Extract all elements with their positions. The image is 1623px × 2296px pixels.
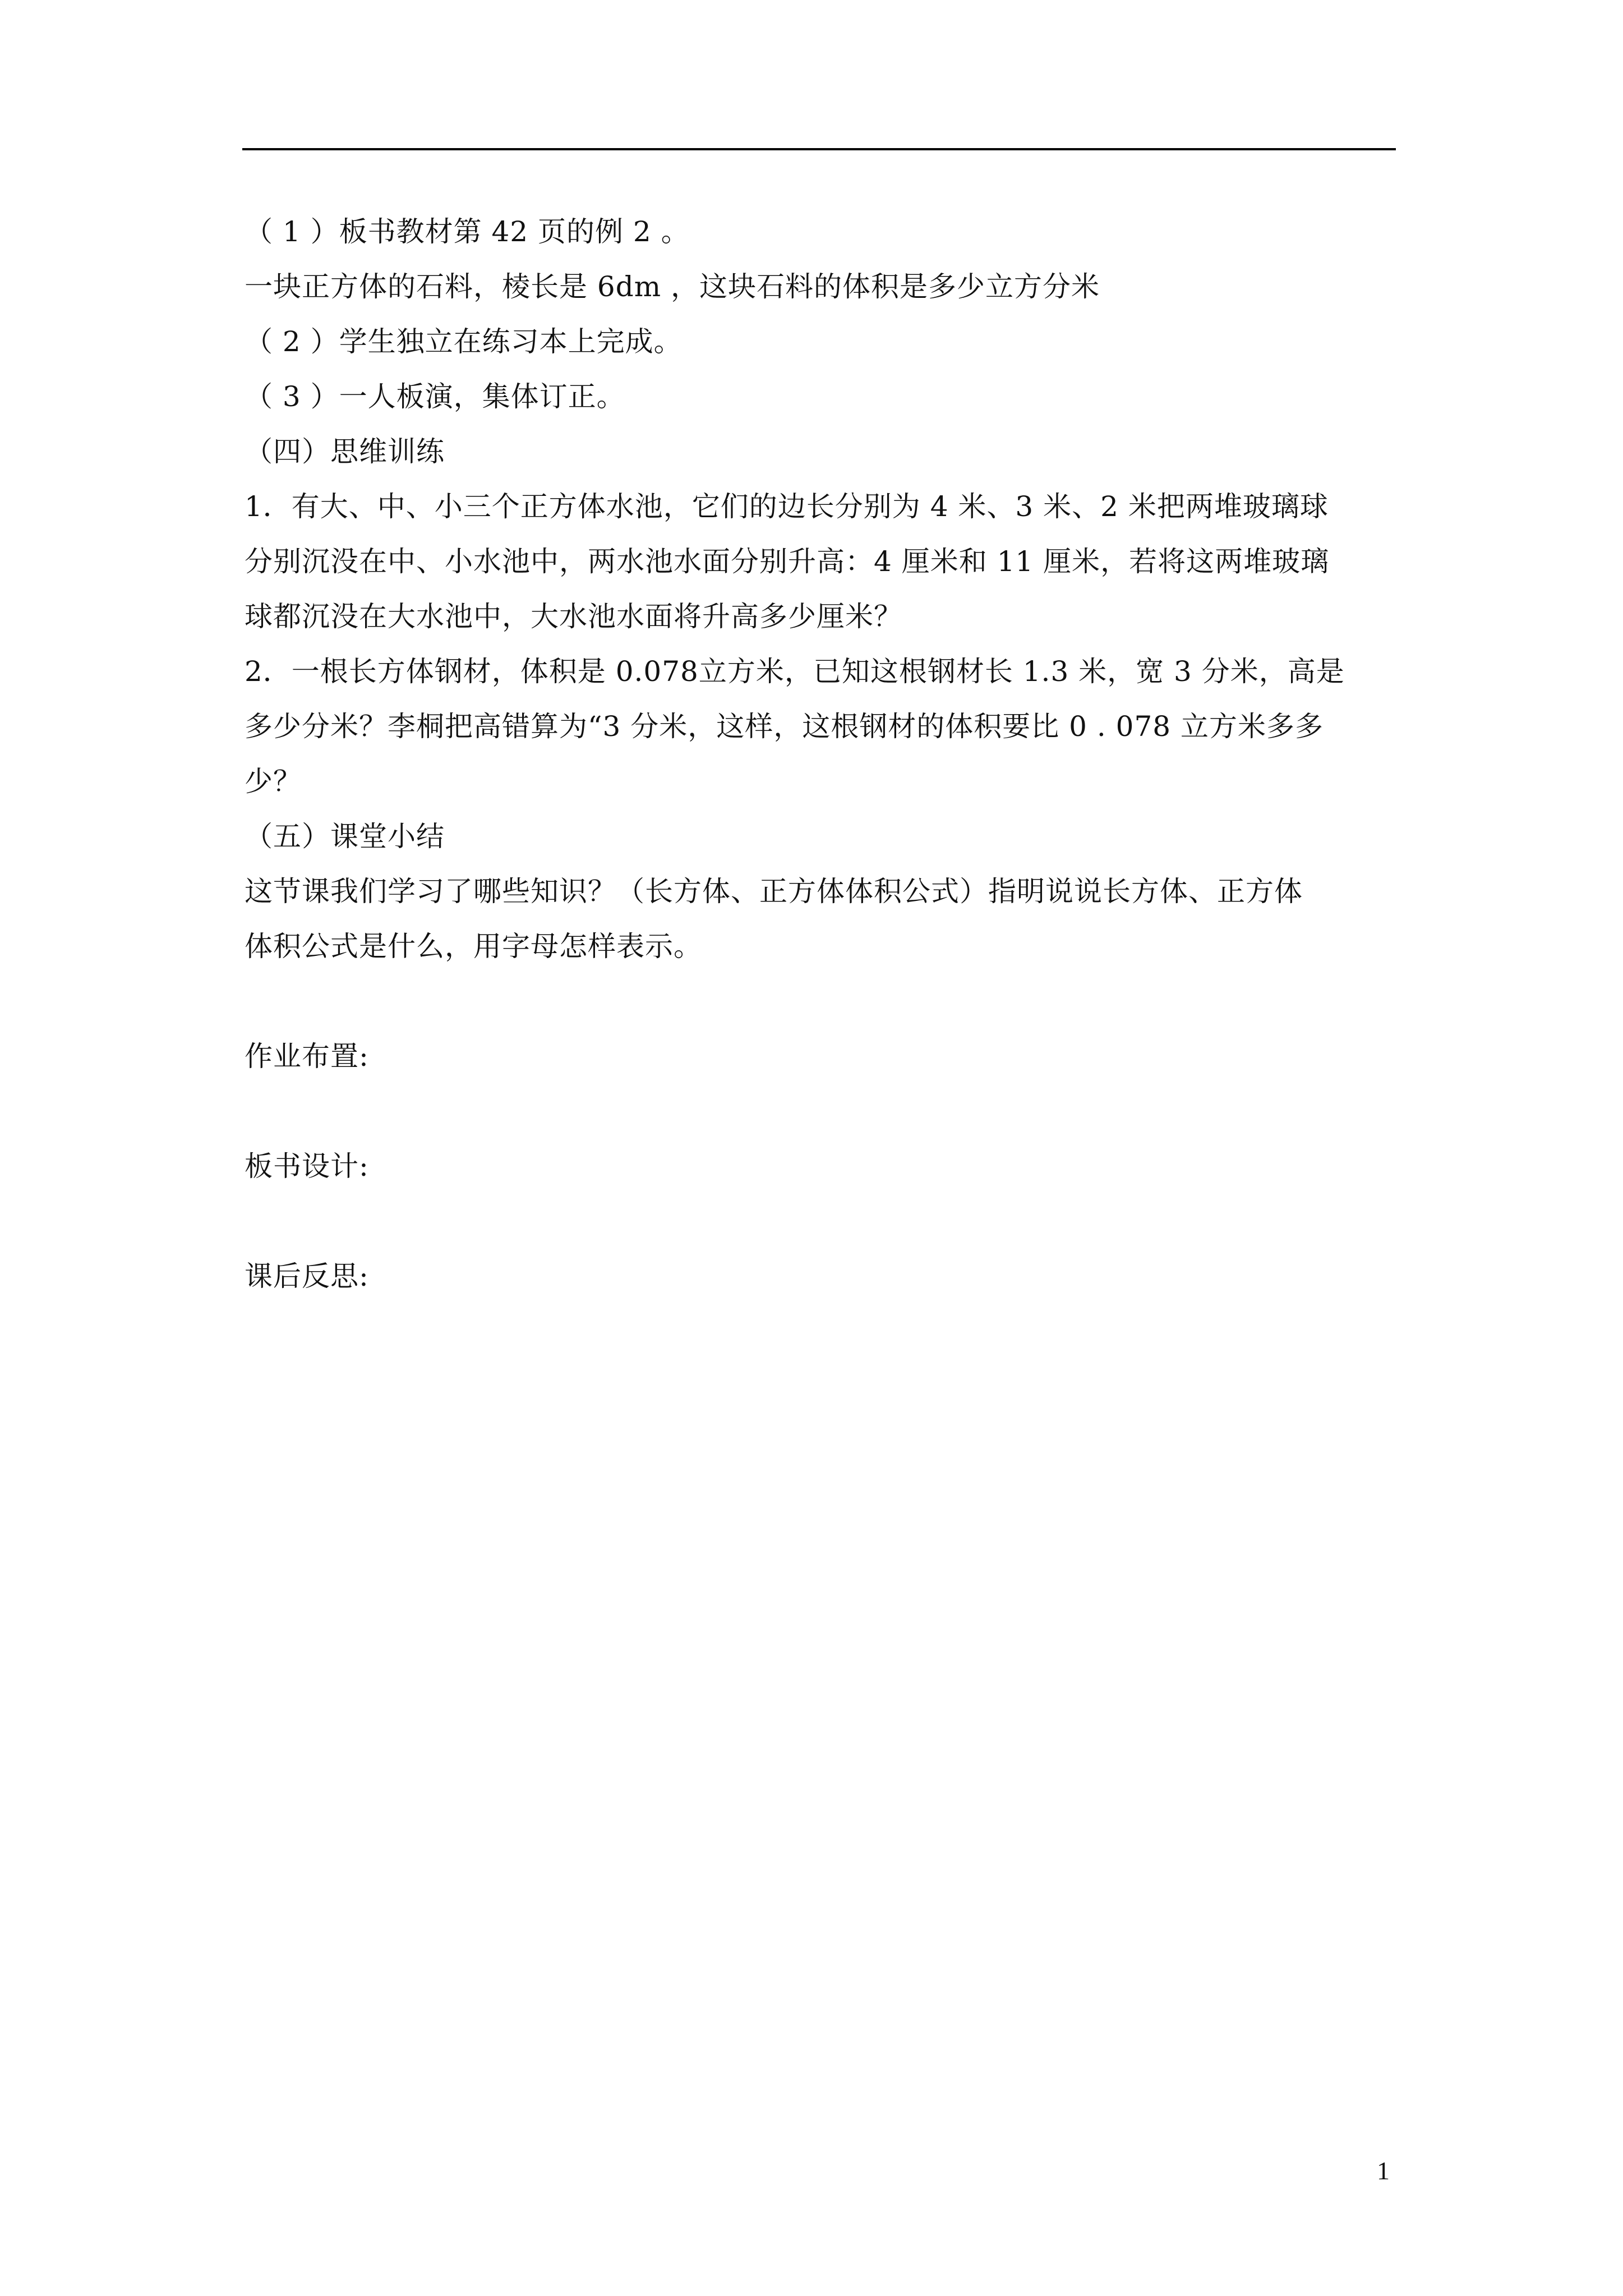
exercise-2-line-2: 多少分米？李桐把高错算为“3 分米，这样，这根钢材的体积要比 0 . 078 立方米多多	[245, 710, 1324, 743]
summary-line-1: 这节课我们学习了哪些知识？（长方体、正方体体积公式）指明说说长方体、正方体	[245, 875, 1303, 908]
header-rule	[242, 148, 1396, 150]
section-heading-summary: （五）课堂小结	[245, 820, 445, 853]
exercise-2-line-3: 少？	[245, 765, 302, 798]
spacer	[245, 983, 1400, 1038]
reflection-label: 课后反思:	[245, 1260, 369, 1292]
spacer	[245, 1203, 1400, 1258]
board-design-label: 板书设计:	[245, 1150, 369, 1182]
exercise-1-line-1: 1．有大、中、小三个正方体水池，它们的边长分别为 4 米、3 米、2 米把两堆玻璃球	[245, 490, 1329, 523]
step-2-line: （ 2 ）学生独立在练习本上完成。	[245, 325, 683, 358]
section-heading-thinking-training: （四）思维训练	[245, 435, 445, 468]
homework-label: 作业布置:	[245, 1040, 369, 1073]
page-number: 1	[1377, 2156, 1390, 2185]
exercise-1-line-3: 球都沉没在大水池中，大水池水面将升高多少厘米？	[245, 600, 902, 633]
spacer	[245, 1093, 1400, 1148]
summary-line-2: 体积公式是什么，用字母怎样表示。	[245, 930, 702, 963]
exercise-1-line-2: 分别沉没在中、小水池中，两水池水面分别升高：4 厘米和 11 厘米，若将这两堆玻璃	[245, 545, 1330, 578]
exercise-2-line-1: 2．一根长方体钢材，体积是 0.078立方米，已知这根钢材长 1.3 米，宽 3 分米，高是	[245, 655, 1345, 688]
example-problem-line: 一块正方体的石料，棱长是 6dm ，这块石料的体积是多少立方分米	[245, 270, 1100, 303]
document-body	[245, 213, 1400, 1295]
step-3-line: （ 3 ）一人板演，集体订正。	[245, 380, 625, 413]
step-1-line: （ 1 ）板书教材第 42 页的例 2 。	[245, 215, 690, 248]
